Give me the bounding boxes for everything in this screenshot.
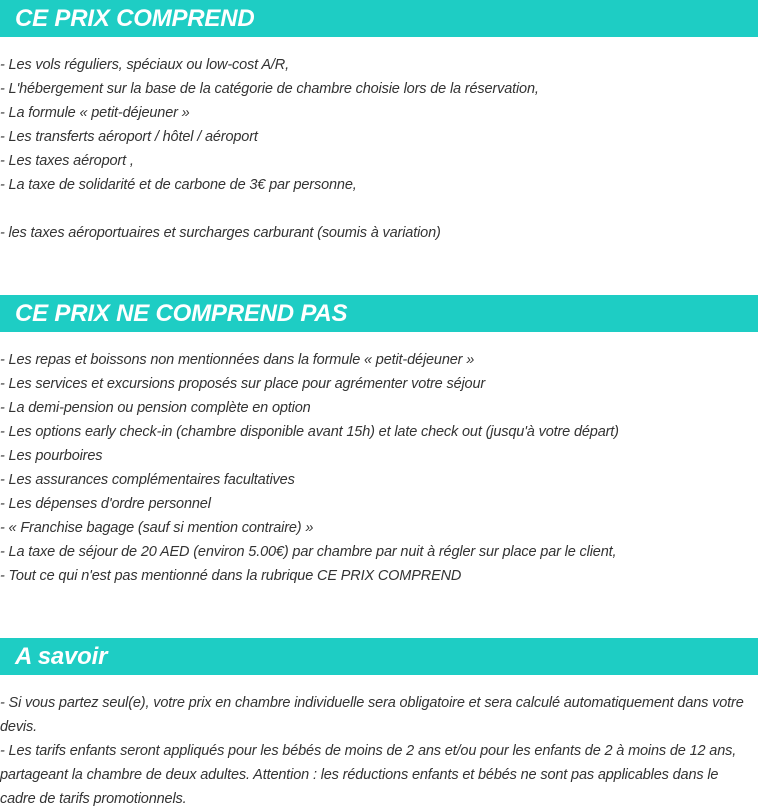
list-item: - Les dépenses d'ordre personnel: [0, 496, 211, 512]
list-item: - Tout ce qui n'est pas mentionné dans la rubrique CE PRIX COMPREND: [0, 568, 462, 584]
section-header-includes: [0, 0, 758, 37]
list-item: - Les assurances complémentaires facultatives: [0, 472, 295, 488]
section-header-good-to-know: [0, 638, 758, 675]
list-item: - La formule « petit-déjeuner »: [0, 105, 190, 121]
list-item: - Les repas et boissons non mentionnées dans la formule « petit-déjeuner »: [0, 352, 475, 368]
list-item: - La taxe de séjour de 20 AED (environ 5.00€) par chambre par nuit à régler sur place par le client,: [0, 544, 617, 560]
list-item: - Les transferts aéroport / hôtel / aéroport: [0, 129, 258, 145]
list-item: - les taxes aéroportuaires et surcharges carburant (soumis à variation): [0, 225, 441, 241]
list-item: - La demi-pension ou pension complète en option: [0, 400, 311, 416]
list-item: - Les taxes aéroport ,: [0, 153, 134, 169]
info-paragraph: - Les tarifs enfants seront appliqués pour les bébés de moins de 2 ans et/ou pour les enfants de 2 à moins de 12 ans, partageant la chambre de deux adultes. Attention : les réductions enfants et bébés ne sont pas applicables dans le cadre de tarifs promotionnels.: [0, 743, 737, 807]
list-item: - L'hébergement sur la base de la catégorie de chambre choisie lors de la réservation,: [0, 81, 539, 97]
list-item: - Les options early check-in (chambre disponible avant 15h) et late check out (jusqu'à votre départ): [0, 424, 619, 440]
list-item: - Les pourboires: [0, 448, 103, 464]
excludes-list: [0, 348, 758, 588]
list-item: - « Franchise bagage (sauf si mention contraire) »: [0, 520, 314, 536]
section-title: CE PRIX NE COMPREND PAS: [15, 300, 348, 327]
list-item: - Les services et excursions proposés sur place pour agrémenter votre séjour: [0, 376, 486, 392]
includes-list: [0, 53, 758, 245]
list-spacer: [0, 197, 758, 221]
list-item: - Les vols réguliers, spéciaux ou low-cost A/R,: [0, 57, 289, 73]
section-title: A savoir: [15, 643, 108, 670]
info-paragraph: - Si vous partez seul(e), votre prix en chambre individuelle sera obligatoire et sera calculé automatiquement dans votre devis.: [0, 695, 744, 735]
list-item: - La taxe de solidarité et de carbone de 3€ par personne,: [0, 177, 357, 193]
section-title: CE PRIX COMPREND: [15, 5, 255, 32]
section-header-excludes: [0, 295, 758, 332]
